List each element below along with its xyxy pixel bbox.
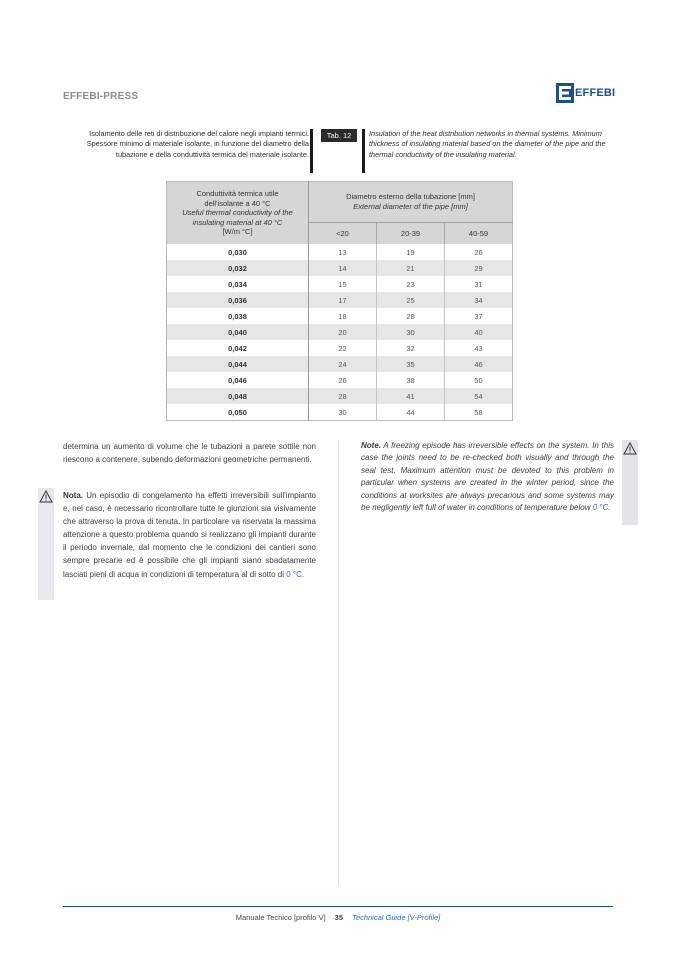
note-label: Nota. [63, 491, 83, 500]
column-divider [338, 440, 339, 885]
conductivity-value: 0,036 [167, 292, 309, 308]
header-en: Useful thermal conductivity of the insulating material at 40 °C [182, 208, 293, 227]
thickness-value: 37 [445, 308, 513, 324]
thickness-value: 20 [309, 324, 377, 340]
caption-divider-left [310, 129, 313, 173]
thickness-value: 58 [445, 404, 513, 421]
diameter-subheader: <20 [309, 223, 377, 245]
diameter-subheader: 40-59 [445, 223, 513, 245]
thickness-value: 19 [377, 244, 445, 260]
conductivity-value: 0,050 [167, 404, 309, 421]
thickness-value: 18 [338, 311, 347, 321]
header-it-line2: dell'isolante a 40 °C [204, 198, 271, 208]
conductivity-value: 0,042 [167, 340, 309, 356]
conductivity-value: 0,030 [167, 244, 309, 260]
note-end: . [301, 569, 305, 579]
warning-triangle-icon [39, 490, 53, 503]
english-note [361, 440, 614, 514]
thickness-value: 15 [338, 279, 347, 289]
brand-logo [556, 82, 616, 104]
conductivity-value: 0,034 [167, 276, 309, 292]
table-row [167, 324, 513, 340]
table-caption-english: Insulation of the heat distribution networks in thermal systems. Minimum thickness of insulating material based on the diameter of the pipe and the thermal conductivity of the insulating material. [369, 129, 606, 159]
thickness-value: 17 [309, 292, 377, 308]
header-unit: [W/m °C] [222, 227, 253, 237]
note-temperature: 0 °C [286, 569, 302, 579]
diameter-header-en: External diameter of the pipe [mm] [353, 202, 468, 211]
diameter-header-it: Diametro esterno della tubazione [mm] [346, 192, 475, 201]
thickness-value: 43 [445, 340, 513, 356]
thickness-value: 30 [338, 407, 347, 417]
thickness-value: 24 [309, 356, 377, 372]
page-footer [63, 913, 613, 922]
header-it-line1: Conduttività termica utile [196, 189, 279, 199]
note-text: Un episodio di congelamento ha effetti irreversibili sull'impianto e, nel caso, è necessario ricontrollare tutte le giunzioni sia visivamente che attraverso la prova di tenuta. In particolare va riservata la massima attenzione a questo problema quando si realizzano gli impianti durante il periodo invernale, dal momento che le condizioni dei cantieri sono sempre precarie ed è possibile che gli impianti siano sbadatamente lasciati pieni di acqua in condizioni di temperatura al di sotto di [63, 491, 316, 579]
caption-divider-right [362, 129, 365, 173]
insulation-thickness-table [166, 181, 513, 421]
table-row [167, 276, 513, 292]
footer-title-en: Technical Guide [V-Profile] [352, 913, 441, 922]
table-row [167, 388, 513, 404]
thickness-value: 28 [377, 308, 445, 324]
thickness-value: 21 [377, 260, 445, 276]
thickness-value: 54 [445, 388, 513, 404]
footer-rule [63, 906, 613, 907]
thickness-value: 25 [377, 292, 445, 308]
conductivity-column-header [167, 182, 309, 245]
thickness-value: 46 [445, 356, 513, 372]
table-row [167, 356, 513, 372]
thickness-value: 26 [445, 244, 513, 260]
thickness-value: 38 [377, 372, 445, 388]
note-temperature: 0 °C [592, 503, 609, 513]
thickness-value: 31 [445, 276, 513, 292]
table-row [167, 308, 513, 324]
thickness-value: 34 [445, 292, 513, 308]
conductivity-value: 0,032 [167, 260, 309, 276]
effebi-logo-icon [556, 83, 574, 103]
italian-note [63, 489, 316, 581]
table-number-badge: Tab. 12 [321, 129, 357, 142]
body-paragraph: determina un aumento di volume che le tubazioni a parete sottile non riescono a contenere, subendo deformazioni geometriche permanenti. [63, 442, 316, 465]
thickness-value: 22 [338, 343, 347, 353]
thickness-value: 44 [377, 404, 445, 421]
thickness-value: 40 [445, 324, 513, 340]
thickness-value: 14 [309, 260, 377, 276]
thickness-value: 35 [377, 356, 445, 372]
logo-text: EFFEBI [575, 87, 616, 99]
note-label: Note. [361, 441, 381, 450]
conductivity-value: 0,046 [167, 372, 309, 388]
header-title: EFFEBI-PRESS [63, 91, 139, 102]
thickness-value: 32 [377, 340, 445, 356]
table-row [167, 292, 513, 308]
thickness-value: 23 [377, 276, 445, 292]
note-text: A freezing episode has irreversible effects on the system. In this case the joints need to be re-checked both visually and through the seal test. Maximum attention must be devoted to this problem in particular when systems are created in the winter period, since the conditions at worksites are always precarious and some systems may be negligently left full of water in conditions of temperature below [361, 441, 614, 513]
thickness-value: 26 [338, 375, 347, 385]
warning-sidebar-left [38, 488, 54, 600]
table-row [167, 244, 513, 260]
thickness-value: 29 [445, 260, 513, 276]
conductivity-value: 0,038 [167, 308, 309, 324]
table-row [167, 372, 513, 388]
table-row [167, 404, 513, 421]
italian-text-column [63, 440, 316, 466]
table-caption-italian: Isolamento delle reti di distribuzione del calore negli impianti termici. Spessore minimo di materiale isolante, in funzione del diametro della tubazione e della conduttività termica del materiale isolante. [86, 129, 309, 159]
thickness-value: 41 [377, 388, 445, 404]
footer-title-it: Manuale Tecnico [profilo V] [235, 913, 326, 922]
warning-triangle-icon [623, 442, 637, 455]
table-body [167, 244, 513, 421]
conductivity-value: 0,044 [167, 356, 309, 372]
thickness-value: 13 [338, 247, 347, 257]
thickness-value: 50 [445, 372, 513, 388]
thickness-value: 28 [309, 388, 377, 404]
page-number: 35 [334, 913, 343, 922]
conductivity-value: 0,048 [167, 388, 309, 404]
table-row [167, 260, 513, 276]
warning-sidebar-right [622, 440, 638, 525]
note-end: . [608, 503, 611, 513]
table-row [167, 340, 513, 356]
diameter-subheader: 20-39 [377, 223, 445, 245]
conductivity-value: 0,040 [167, 324, 309, 340]
thickness-value: 30 [377, 324, 445, 340]
diameter-group-header [309, 182, 513, 223]
